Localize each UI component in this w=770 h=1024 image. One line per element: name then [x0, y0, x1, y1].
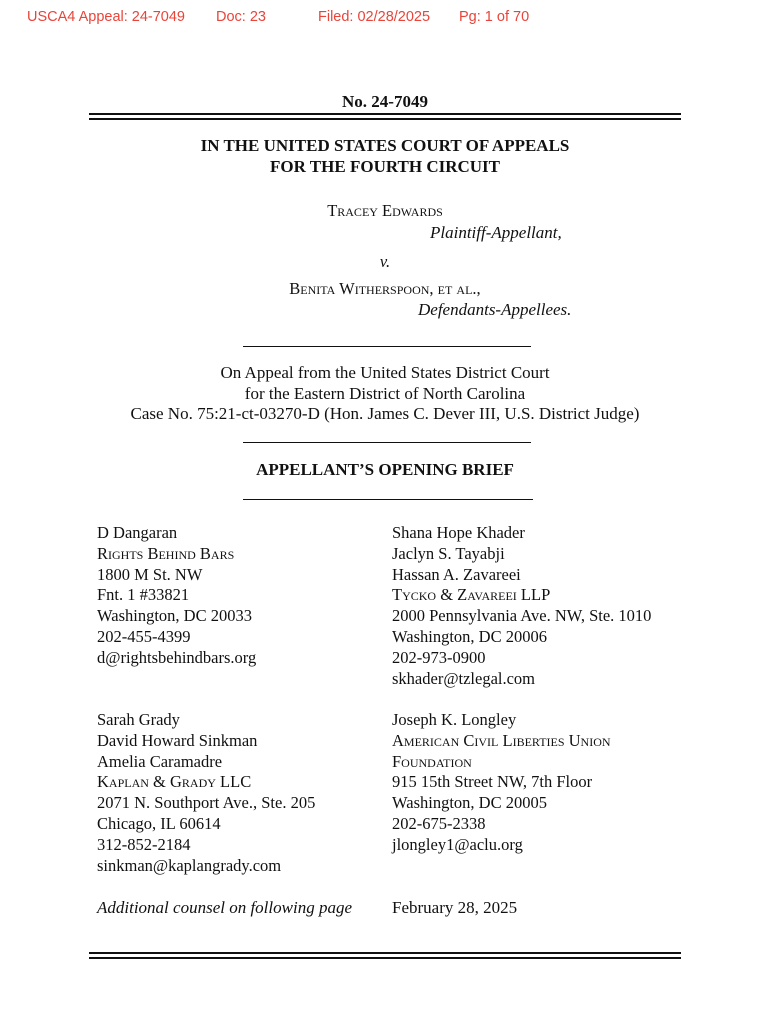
counsel-line: Chicago, IL 60614 — [97, 813, 221, 833]
plaintiff-role: Plaintiff-Appellant, — [430, 223, 562, 242]
counsel-line: Sarah Grady — [97, 710, 180, 729]
bottom-double-rule-2 — [89, 957, 681, 959]
counsel-firm: American Civil Liberties Union — [392, 730, 611, 750]
counsel-line: Washington, DC 20006 — [392, 626, 547, 646]
counsel-line: D Dangaran — [97, 523, 178, 542]
counsel-firm: Kaplan & Grady LLC — [97, 772, 252, 792]
doc-number-stamp: Doc: 23 — [216, 9, 266, 25]
counsel-line: 1800 M St. NW — [97, 564, 203, 584]
defendant-name: Benita Witherspoon, et al., — [289, 279, 481, 298]
separator-line-1 — [243, 346, 531, 347]
appeal-info-line1: On Appeal from the United States District Court — [220, 363, 550, 382]
appeal-number-stamp: USCA4 Appeal: 24-7049 — [27, 9, 185, 25]
court-name-line2: FOR THE FOURTH CIRCUIT — [269, 157, 501, 176]
separator-line-2 — [243, 442, 531, 443]
counsel-firm: Rights Behind Bars — [97, 543, 235, 563]
counsel-line: David Howard Sinkman — [97, 730, 258, 750]
counsel-firm: Tycko & Zavareei LLP — [392, 585, 551, 605]
counsel-email: jlongley1@aclu.org — [392, 834, 523, 854]
counsel-email: sinkman@kaplangrady.com — [97, 855, 282, 875]
bottom-double-rule-1 — [89, 952, 681, 954]
counsel-line: 2071 N. Southport Ave., Ste. 205 — [97, 793, 316, 813]
counsel-line: Washington, DC 20005 — [392, 793, 547, 813]
page-count-stamp: Pg: 1 of 70 — [459, 9, 530, 25]
separator-line-3 — [243, 499, 533, 500]
counsel-line: 2000 Pennsylvania Ave. NW, Ste. 1010 — [392, 606, 652, 626]
counsel-email: d@rightsbehindbars.org — [97, 647, 257, 667]
filing-date: February 28, 2025 — [392, 898, 518, 917]
additional-counsel-note: Additional counsel on following page — [97, 898, 352, 917]
counsel-line: 312-852-2184 — [97, 834, 191, 854]
plaintiff-name: Tracey Edwards — [327, 201, 443, 220]
filed-date-stamp: Filed: 02/28/2025 — [318, 9, 431, 25]
counsel-line: 202-455-4399 — [97, 626, 191, 646]
top-double-rule-2 — [89, 118, 681, 120]
counsel-line: Hassan A. Zavareei — [392, 564, 521, 584]
counsel-line: Joseph K. Longley — [392, 710, 517, 729]
appeal-info-line3: Case No. 75:21-ct-03270-D (Hon. James C. Dever III, U.S. District Judge) — [130, 404, 640, 423]
counsel-line: 202-675-2338 — [392, 813, 486, 833]
brief-title: APPELLANT’S OPENING BRIEF — [256, 460, 514, 479]
counsel-email: skhader@tzlegal.com — [392, 668, 536, 688]
counsel-line: 915 15th Street NW, 7th Floor — [392, 772, 593, 792]
versus: v. — [379, 252, 391, 271]
counsel-line: Jaclyn S. Tayabji — [392, 543, 505, 563]
counsel-block2-right — [392, 710, 611, 856]
counsel-line: Shana Hope Khader — [392, 523, 525, 542]
court-name-line1: IN THE UNITED STATES COURT OF APPEALS — [200, 136, 570, 155]
counsel-line: Fnt. 1 #33821 — [97, 585, 190, 605]
counsel-line: 202-973-0900 — [392, 647, 486, 667]
counsel-firm: Foundation — [392, 751, 472, 771]
counsel-line: Washington, DC 20033 — [97, 606, 252, 626]
appeal-info-line2: for the Eastern District of North Carolina — [244, 384, 526, 403]
counsel-block2-left — [97, 710, 315, 876]
counsel-block1-right — [392, 523, 651, 689]
case-number: No. 24-7049 — [342, 92, 428, 111]
counsel-block1-left — [97, 523, 256, 669]
defendant-role: Defendants-Appellees. — [418, 300, 572, 319]
counsel-line: Amelia Caramadre — [97, 751, 223, 771]
top-double-rule-1 — [89, 113, 681, 115]
